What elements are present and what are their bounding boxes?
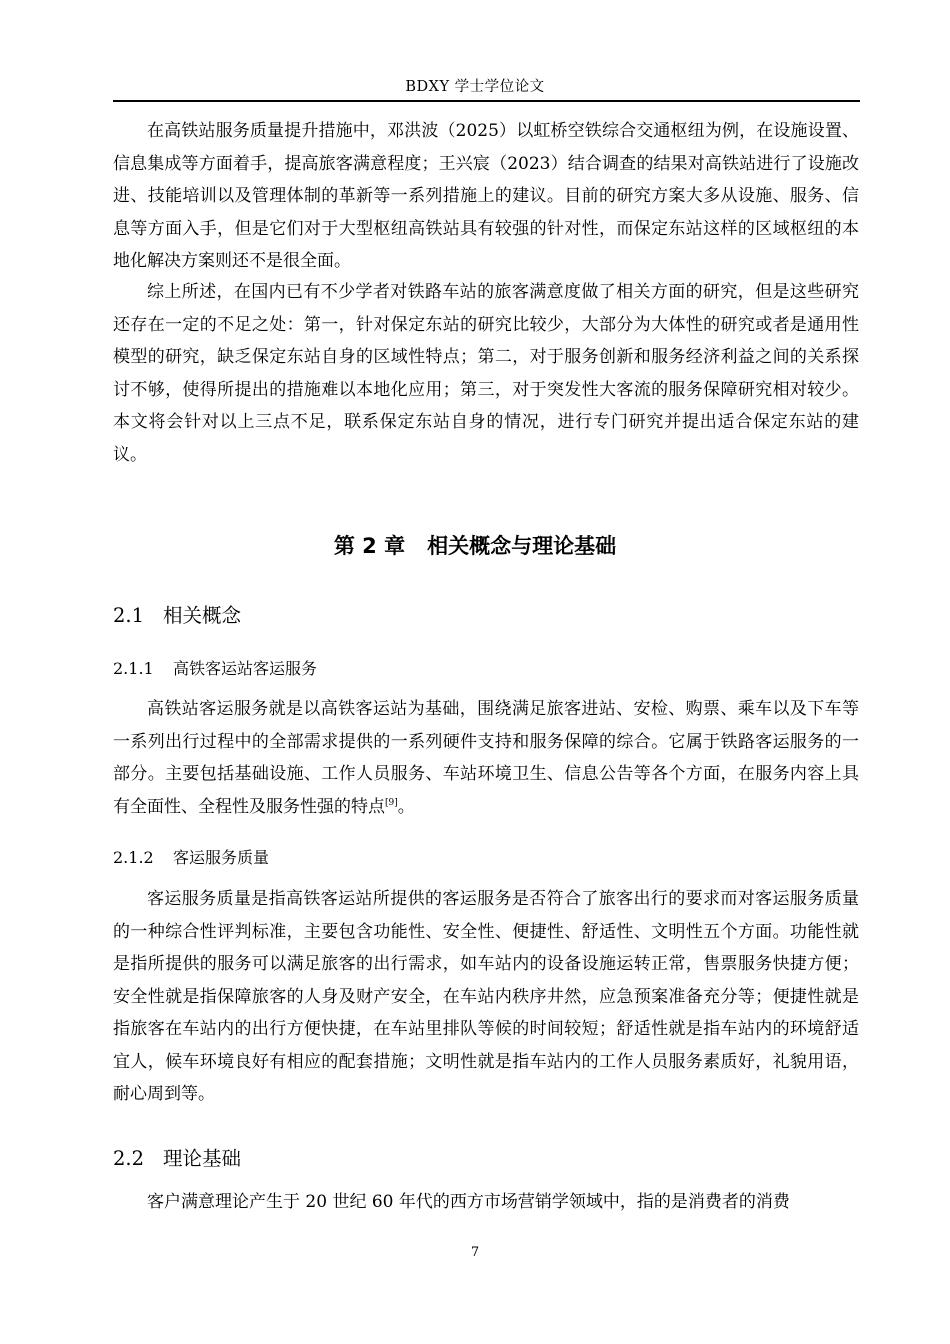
- section-number: 2.2: [113, 1147, 145, 1170]
- paragraph-service-quality-measures: 在高铁站服务质量提升措施中，邓洪波（2025）以虹桥空铁综合交通枢纽为例，在设施设置、信息集成等方面着手，提高旅客满意程度；王兴宸（2023）结合调查的结果对高铁站进行了设施改进、技能培训以及管理体制的革新等一系列措施上的建议。目前的研究方案大多从设施、服务、信息等方面入手，但是它们对于大型枢纽高铁站具有较强的针对性，而保定东站这样的区域枢纽的本地化解决方案则还不是很全面。: [113, 121, 859, 271]
- paragraph-station-service-definition: [113, 693, 859, 823]
- chapter-name: 相关概念与理论基础: [427, 534, 617, 558]
- subsection-heading-2-1-1: [113, 656, 317, 682]
- paragraph-customer-satisfaction-theory: 客户满意理论产生于 20 世纪 60 年代的西方市场营销学领域中，指的是消费者的消费: [147, 1192, 790, 1212]
- subsection-number: 2.1.2: [113, 848, 154, 867]
- section-heading-2-1: [113, 601, 241, 631]
- running-header: BDXY 学士学位论文: [405, 79, 545, 95]
- paragraph-text: 高铁站客运服务就是以高铁客运站为基础，围绕满足旅客进站、安检、购票、乘车以及下车等一系列出行过程中的全部需求提供的一系列硬件支持和服务保障的综合。它属于铁路客运服务的一部分。主要包括基础设施、工作人员服务、车站环境卫生、信息公告等各个方面，在服务内容上具有全面性、全程性及服务性强的特点: [113, 699, 859, 817]
- subsection-number: 2.1.1: [113, 659, 154, 678]
- paragraph-service-quality-definition: 客运服务质量是指高铁客运站所提供的客运服务是否符合了旅客出行的要求而对客运服务质量的一种综合性评判标准，主要包含功能性、安全性、便捷性、舒适性、文明性五个方面。功能性就是指所提供的服务可以满足旅客的出行需求，如车站内的设备设施运转正常，售票服务快捷方便；安全性就是指保障旅客的人身及财产安全，在车站内秩序井然，应急预案准备充分等；便捷性就是指旅客在车站内的出行方便快捷，在车站里排队等候的时间较短；舒适性就是指车站内的环境舒适宜人，候车环境良好有相应的配套措施；文明性就是指车站内的工作人员服务素质好，礼貌用语，耐心周到等。: [113, 889, 859, 1104]
- chapter-title: [0, 530, 950, 562]
- header-divider: [113, 100, 860, 102]
- section-number: 2.1: [113, 604, 145, 627]
- section-title: 理论基础: [163, 1147, 242, 1170]
- paragraph-summary: 综上所述，在国内已有不少学者对铁路车站的旅客满意度做了相关方面的研究，但是这些研究还存在一定的不足之处：第一，针对保定东站的研究比较少，大部分为大体性的研究或者是通用性模型的研究，缺乏保定东站自身的区域性特点；第二，对于服务创新和服务经济利益之间的关系探讨不够，使得所提出的措施难以本地化应用；第三，对于突发性大客流的服务保障研究相对较少。本文将会针对以上三点不足，联系保定东站自身的情况，进行专门研究并提出适合保定东站的建议。: [113, 282, 859, 465]
- subsection-title: 高铁客运站客运服务: [173, 659, 318, 678]
- section-title: 相关概念: [163, 604, 242, 627]
- subsection-heading-2-1-2: [113, 845, 269, 871]
- page-number: 7: [470, 1245, 480, 1260]
- citation-reference: [9]: [385, 797, 398, 808]
- paragraph-end: 。: [397, 796, 415, 817]
- chapter-number: 第 2 章: [333, 534, 406, 558]
- section-heading-2-2: [113, 1144, 241, 1174]
- subsection-title: 客运服务质量: [173, 848, 270, 867]
